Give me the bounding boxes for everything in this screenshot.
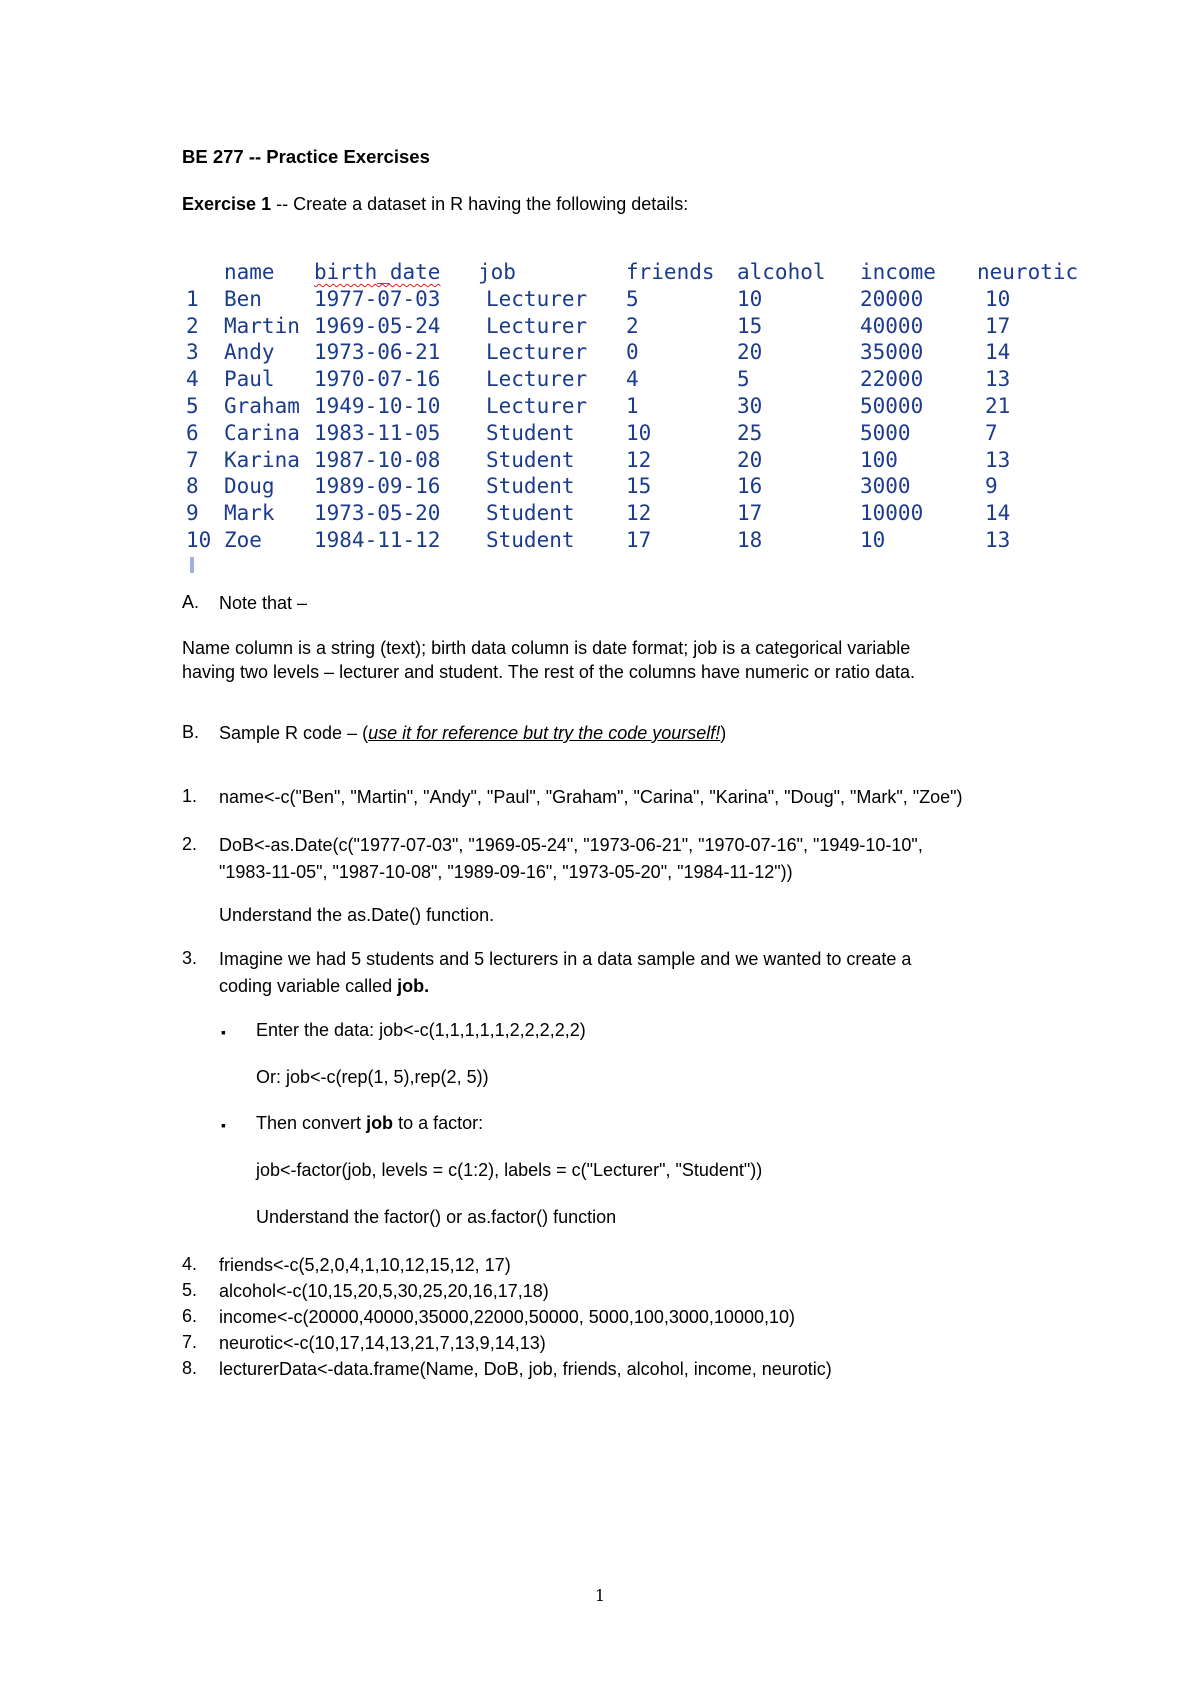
step-3-line-1: Imagine we had 5 students and 5 lecturers in a data sample and we wanted to create a (219, 949, 912, 969)
cell-income: 3000 (860, 474, 911, 499)
step-1-number: 1. (182, 786, 198, 806)
step-7-code: neurotic<-c(10,17,14,13,21,7,13,9,14,13) (219, 1333, 546, 1353)
cell-birth-date: 1984-11-12 (314, 527, 441, 552)
dataset-table (186, 259, 1085, 554)
page-title: BE 277 -- Practice Exercises (182, 146, 430, 167)
row-index: 1 (186, 286, 199, 311)
step-3-bullet-2-code: job<-factor(job, levels = c(1:2), labels = c("Lecturer", "Student")) (256, 1160, 763, 1180)
table-row (186, 366, 1085, 393)
cell-alcohol: 15 (737, 313, 763, 338)
step-5-code: alcohol<-c(10,15,20,5,30,25,20,16,17,18) (219, 1281, 549, 1301)
exercise-heading (182, 194, 688, 215)
exercise-text: -- Create a dataset in R having the following details: (271, 194, 689, 214)
table-row (186, 473, 1085, 500)
cell-name: Andy (224, 340, 275, 365)
table-row (186, 286, 1085, 313)
cell-income: 50000 (860, 393, 924, 418)
step-3-bullet-2-suffix: to a factor: (393, 1113, 484, 1133)
cell-job: Lecturer (486, 286, 588, 311)
step-3-line-2-prefix: coding variable called (219, 976, 398, 996)
cell-alcohol: 16 (737, 474, 763, 499)
page-number: 1 (594, 1586, 606, 1605)
cell-income: 35000 (860, 340, 924, 365)
cell-alcohol: 20 (737, 447, 763, 472)
cell-birth-date: 1977-07-03 (314, 286, 441, 311)
step-2-note: Understand the as.Date() function. (219, 905, 495, 925)
cell-job: Student (486, 474, 575, 499)
table-body (186, 286, 1085, 554)
cell-birth-date: 1970-07-16 (314, 367, 441, 392)
cell-name: Carina (224, 420, 300, 445)
cell-neurotic: 13 (985, 367, 1011, 392)
cell-alcohol: 5 (737, 367, 750, 392)
cell-birth-date: 1983-11-05 (314, 420, 441, 445)
section-a-line-1: Name column is a string (text); birth data column is date format; job is a categorical variable (182, 638, 911, 658)
section-b-marker: B. (182, 722, 200, 742)
header-index (186, 259, 224, 286)
cell-friends: 12 (626, 447, 652, 472)
cell-name: Ben (224, 286, 262, 311)
step-7-number: 7. (182, 1332, 198, 1352)
step-4-number: 4. (182, 1254, 198, 1274)
text-cursor (190, 557, 194, 573)
step-6-number: 6. (182, 1306, 198, 1326)
step-6-code: income<-c(20000,40000,35000,22000,50000, 5000,100,3000,10000,10) (219, 1307, 795, 1327)
cell-income: 20000 (860, 286, 924, 311)
section-a-paragraph (182, 636, 1042, 684)
cell-friends: 17 (626, 527, 652, 552)
step-3-bullet-1: Enter the data: job<-c(1,1,1,1,1,2,2,2,2,2) (256, 1020, 586, 1040)
cell-name: Martin (224, 313, 300, 338)
cell-friends: 10 (626, 420, 652, 445)
cell-neurotic: 14 (985, 340, 1011, 365)
cell-income: 10 (860, 527, 886, 552)
cell-neurotic: 13 (985, 447, 1011, 472)
cell-friends: 0 (626, 340, 639, 365)
section-a-marker: A. (182, 592, 200, 612)
table-row (186, 500, 1085, 527)
step-2-code (219, 832, 1039, 886)
cell-neurotic: 9 (985, 474, 998, 499)
row-index: 10 (186, 527, 212, 552)
row-index: 3 (186, 340, 199, 365)
step-3-text (219, 946, 1039, 1000)
cell-neurotic: 10 (985, 286, 1011, 311)
cell-neurotic: 13 (985, 527, 1011, 552)
cell-name: Mark (224, 501, 275, 526)
cell-birth-date: 1989-09-16 (314, 474, 441, 499)
cell-alcohol: 10 (737, 286, 763, 311)
cell-job: Lecturer (486, 313, 588, 338)
bullet-2-icon: ▪ (221, 1117, 226, 1133)
header-job: job (478, 260, 516, 284)
cell-name: Zoe (224, 527, 262, 552)
step-2-number: 2. (182, 834, 198, 854)
section-a-line-2: having two levels – lecturer and student. The rest of the columns have numeric or ratio data. (182, 662, 916, 682)
step-2-line-1: DoB<-as.Date(c("1977-07-03", "1969-05-24", "1973-06-21", "1970-07-16", "1949-10-10", (219, 835, 923, 855)
cell-income: 22000 (860, 367, 924, 392)
row-index: 4 (186, 367, 199, 392)
cell-job: Student (486, 447, 575, 472)
row-index: 8 (186, 474, 199, 499)
cell-job: Lecturer (486, 393, 588, 418)
step-3-bullet-1-alt: Or: job<-c(rep(1, 5),rep(2, 5)) (256, 1067, 489, 1087)
row-index: 5 (186, 393, 199, 418)
header-alcohol: alcohol (737, 260, 826, 284)
header-friends: friends (626, 260, 715, 284)
row-index: 2 (186, 313, 199, 338)
table-row (186, 420, 1085, 447)
cell-job: Lecturer (486, 340, 588, 365)
header-name: name (224, 260, 275, 284)
row-index: 9 (186, 501, 199, 526)
cell-friends: 15 (626, 474, 652, 499)
section-b-note: use it for reference but try the code yourself! (368, 723, 721, 743)
cell-alcohol: 20 (737, 340, 763, 365)
cell-neurotic: 14 (985, 501, 1011, 526)
cell-alcohol: 30 (737, 393, 763, 418)
header-neurotic: neurotic (977, 260, 1079, 284)
table-row (186, 447, 1085, 474)
step-8-number: 8. (182, 1358, 198, 1378)
bullet-1-icon: ▪ (221, 1024, 226, 1040)
table-row (186, 393, 1085, 420)
step-5-number: 5. (182, 1280, 198, 1300)
cell-birth-date: 1969-05-24 (314, 313, 441, 338)
cell-birth-date: 1987-10-08 (314, 447, 441, 472)
step-8-code: lecturerData<-data.frame(Name, DoB, job, friends, alcohol, income, neurotic) (219, 1359, 832, 1379)
cell-income: 40000 (860, 313, 924, 338)
section-b-suffix: ) (720, 723, 727, 743)
cell-alcohol: 17 (737, 501, 763, 526)
cell-birth-date: 1973-06-21 (314, 340, 441, 365)
step-1-code: name<-c("Ben", "Martin", "Andy", "Paul", "Graham", "Carina", "Karina", "Doug", "Mark", "Zoe") (219, 787, 963, 807)
section-b-prefix: Sample R code – ( (219, 723, 369, 743)
cell-neurotic: 17 (985, 313, 1011, 338)
table-row (186, 527, 1085, 554)
step-3-bullet-2 (256, 1113, 483, 1134)
section-a-label: Note that – (219, 593, 308, 613)
cell-friends: 4 (626, 367, 639, 392)
cell-name: Paul (224, 367, 275, 392)
cell-birth-date: 1973-05-20 (314, 501, 441, 526)
cell-job: Student (486, 501, 575, 526)
cell-name: Karina (224, 447, 300, 472)
cell-job: Student (486, 527, 575, 552)
exercise-label: Exercise 1 (182, 194, 272, 214)
cell-income: 100 (860, 447, 898, 472)
cell-friends: 12 (626, 501, 652, 526)
step-3-bullet-2-note: Understand the factor() or as.factor() function (256, 1207, 617, 1227)
cell-friends: 1 (626, 393, 639, 418)
cell-job: Lecturer (486, 367, 588, 392)
cell-name: Graham (224, 393, 300, 418)
cell-income: 5000 (860, 420, 911, 445)
cell-alcohol: 25 (737, 420, 763, 445)
row-index: 7 (186, 447, 199, 472)
cell-income: 10000 (860, 501, 924, 526)
step-3-line-2-bold: job. (397, 976, 430, 996)
cell-friends: 2 (626, 313, 639, 338)
cell-neurotic: 7 (985, 420, 998, 445)
cell-alcohol: 18 (737, 527, 763, 552)
cell-job: Student (486, 420, 575, 445)
step-3-number: 3. (182, 948, 198, 968)
step-2-line-2: "1983-11-05", "1987-10-08", "1989-09-16", "1973-05-20", "1984-11-12")) (219, 862, 793, 882)
header-income: income (860, 260, 936, 284)
header-birth-date: birth_date (314, 260, 441, 284)
cell-birth-date: 1949-10-10 (314, 393, 441, 418)
step-4-code: friends<-c(5,2,0,4,1,10,12,15,12, 17) (219, 1255, 511, 1275)
cell-neurotic: 21 (985, 393, 1011, 418)
cell-name: Doug (224, 474, 275, 499)
step-3-bullet-2-prefix: Then convert (256, 1113, 367, 1133)
table-header-row (186, 259, 1085, 286)
row-index: 6 (186, 420, 199, 445)
table-row (186, 313, 1085, 340)
table-row (186, 339, 1085, 366)
cell-friends: 5 (626, 286, 639, 311)
section-b-label (219, 720, 1039, 747)
step-3-line-2 (219, 973, 1039, 1000)
step-3-bullet-2-bold: job (366, 1113, 394, 1133)
